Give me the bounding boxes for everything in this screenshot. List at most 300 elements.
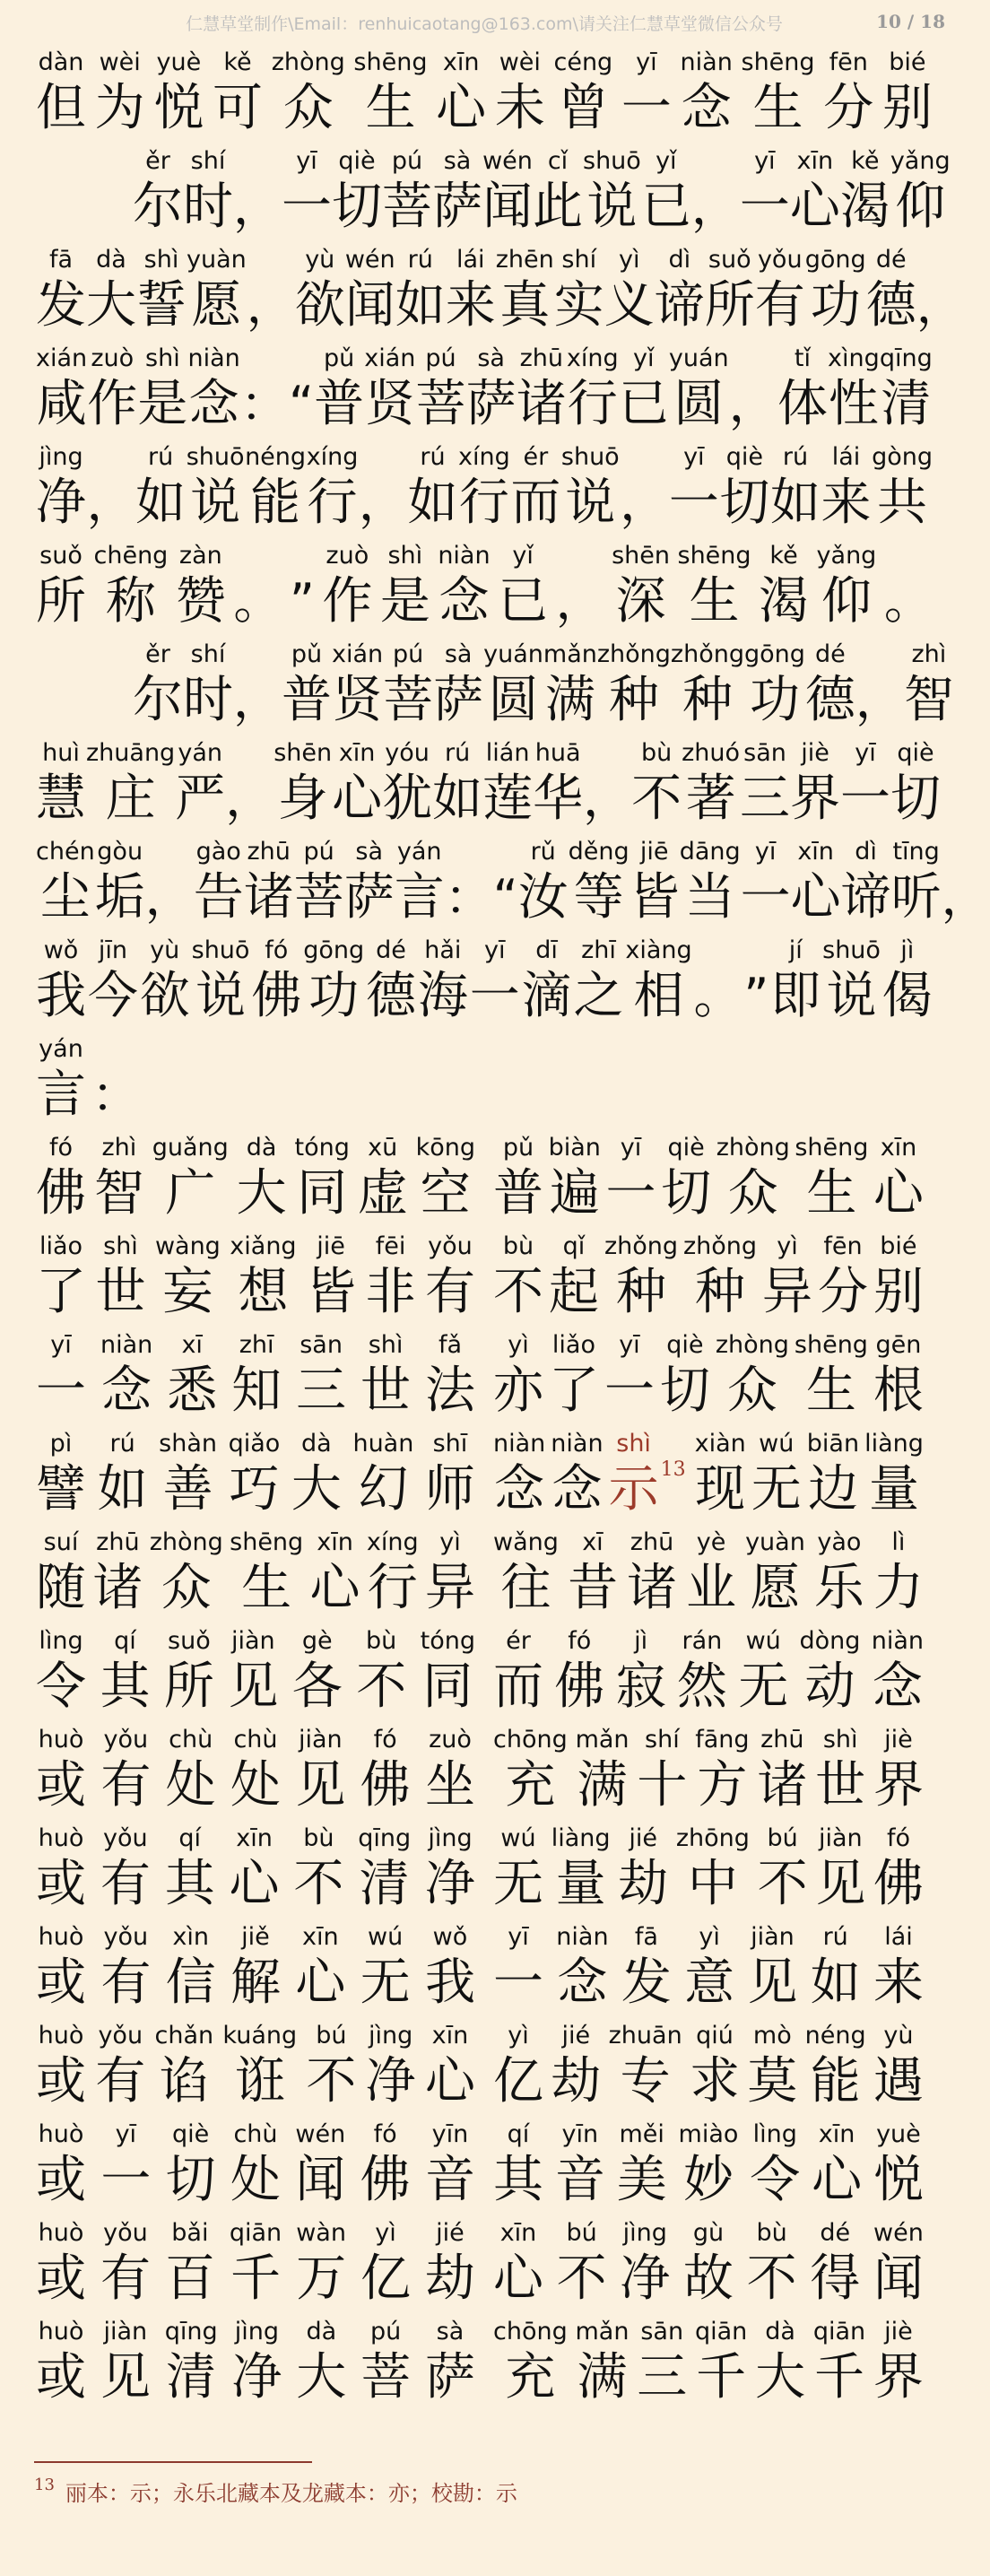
hanzi: 生 — [241, 1559, 292, 1617]
ruby-character — [483, 639, 543, 730]
pinyin: yuán — [668, 344, 729, 372]
pinyin: xīn — [317, 1528, 353, 1556]
hanzi: 大 — [236, 1164, 287, 1223]
ruby-character — [100, 1329, 152, 1421]
ruby-character — [425, 1724, 475, 1815]
pinyin: xīn — [818, 2120, 855, 2148]
pinyin: dà — [246, 1134, 277, 1162]
pinyin: fó — [373, 2120, 397, 2148]
pinyin: xián — [332, 640, 384, 668]
ruby-character — [295, 2119, 345, 2210]
ruby-character — [583, 145, 641, 237]
pinyin: bú — [566, 2219, 597, 2247]
hanzi: 已 — [640, 178, 691, 236]
pinyin: wén — [344, 246, 395, 274]
ruby-character — [880, 343, 933, 434]
hanzi: 性 — [828, 375, 879, 433]
pinyin: wèi — [499, 48, 541, 76]
pinyin: kuáng — [222, 2022, 298, 2049]
ruby-character — [165, 1823, 215, 1914]
ruby-character — [609, 2020, 682, 2111]
ruby-character — [175, 737, 225, 829]
ruby-character — [140, 935, 190, 1026]
hanzi: 业 — [686, 1559, 737, 1617]
ruby-character — [493, 1625, 543, 1717]
pinyin: yī — [50, 1331, 72, 1359]
pinyin: shuō — [191, 936, 250, 964]
pinyin: zhòng — [715, 1331, 789, 1359]
ruby-character — [576, 2316, 630, 2407]
ruby-character — [553, 47, 612, 138]
pinyin: niàn — [100, 1331, 153, 1359]
punctuation — [729, 343, 777, 434]
hanzi: 言 — [36, 1066, 86, 1124]
pinyin: wú — [500, 1824, 536, 1852]
pinyin: xīn — [431, 2022, 469, 2049]
ruby-character — [637, 2316, 687, 2407]
hanzi: 圆 — [488, 671, 539, 729]
pinyin: xīn — [236, 1824, 273, 1852]
hanzi: 听 — [890, 868, 942, 927]
text-line — [36, 730, 942, 829]
header-title: 仁慧草堂制作\Email：renhuicaotang@163.com\请关注仁慧草堂微信公众号 — [186, 14, 783, 34]
ruby-character — [458, 441, 510, 533]
ruby-character — [821, 441, 872, 533]
ruby-character — [332, 145, 382, 237]
hanzi: 世 — [95, 1263, 146, 1321]
ruby-character — [770, 441, 821, 533]
hanzi: 量 — [869, 1460, 920, 1519]
hanzi: 心 — [436, 79, 487, 137]
verse-right-half — [493, 1724, 942, 1815]
ruby-character — [152, 1132, 229, 1223]
hanzi: 之 — [573, 967, 624, 1025]
pinyin: jiàn — [103, 2318, 148, 2345]
ruby-character — [482, 145, 533, 237]
pinyin: shí — [561, 246, 597, 274]
punctuation — [620, 441, 668, 533]
pinyin: jié — [629, 1824, 657, 1852]
pinyin: yǒu — [103, 1923, 149, 1951]
ruby-character — [425, 1527, 475, 1618]
hanzi: 咸 — [36, 375, 87, 433]
hanzi: 来 — [873, 1954, 924, 2012]
pinyin: yào — [817, 1528, 862, 1556]
hanzi: 遇 — [873, 2052, 924, 2110]
ruby-character — [686, 1527, 736, 1618]
punctuation — [91, 1033, 140, 1125]
hanzi: 赞 — [175, 572, 226, 631]
ruby-character — [466, 343, 517, 434]
ruby-character — [292, 1625, 343, 1717]
hanzi: 其 — [493, 2151, 543, 2209]
ruby-character — [353, 47, 427, 138]
ruby-character — [661, 1132, 711, 1223]
pinyin: ěr — [145, 147, 170, 175]
pinyin: qí — [178, 1824, 201, 1852]
ruby-character — [230, 2217, 282, 2309]
pinyin: fāng — [695, 1726, 750, 1754]
pinyin: zhǒng — [604, 1232, 678, 1260]
scripture-text — [36, 39, 990, 2407]
ruby-character — [94, 540, 169, 631]
ruby-character — [88, 935, 138, 1026]
pinyin: zhǒng — [670, 640, 744, 668]
hanzi: 一 — [621, 79, 672, 137]
pinyin: hǎi — [424, 936, 462, 964]
hanzi: 有 — [424, 1263, 475, 1321]
hanzi: 界 — [790, 770, 841, 828]
ruby-character — [244, 836, 294, 927]
ruby-character — [742, 47, 815, 138]
hanzi: 汝 — [517, 868, 569, 927]
ruby-character — [425, 2119, 475, 2210]
ruby-character — [36, 47, 86, 138]
ruby-character — [616, 1625, 666, 1717]
ruby-character — [493, 2119, 543, 2210]
pinyin: jiàn — [230, 1627, 275, 1655]
pinyin: jí — [788, 936, 803, 964]
hanzi: 有 — [100, 2250, 151, 2308]
hanzi: 起 — [548, 1263, 599, 1321]
hanzi: 诸 — [92, 1559, 143, 1617]
verse-line — [36, 1618, 942, 1717]
hanzi: 念 — [439, 572, 490, 631]
hanzi: 庄 — [105, 770, 156, 828]
hanzi: 大 — [86, 276, 136, 335]
pinyin: pú — [391, 147, 423, 175]
verse-right-half — [493, 1921, 942, 2013]
hanzi: ： — [239, 376, 289, 432]
hanzi: 求 — [690, 2052, 740, 2110]
pinyin: fā — [48, 246, 74, 274]
ruby-character — [549, 1132, 601, 1223]
hanzi: 一 — [840, 770, 891, 828]
pinyin: zhòng — [716, 1134, 790, 1162]
hanzi: 一 — [469, 967, 520, 1025]
hanzi: 众 — [282, 79, 334, 137]
hanzi: 生 — [689, 572, 740, 631]
hanzi: 虚 — [357, 1164, 408, 1223]
ruby-character — [740, 145, 790, 237]
verse-line — [36, 2013, 942, 2111]
pinyin: sà — [436, 2318, 465, 2345]
pinyin: ér — [506, 1627, 531, 1655]
hanzi: 百 — [164, 2250, 215, 2308]
pinyin: qǐ — [562, 1232, 586, 1260]
hanzi: 如 — [135, 474, 187, 532]
hanzi: 可 — [213, 79, 264, 137]
verse-left-half — [36, 2020, 493, 2111]
ruby-character — [95, 2020, 145, 2111]
ruby-character — [155, 1231, 221, 1322]
hanzi: 萨 — [343, 868, 395, 927]
ruby-character — [303, 935, 364, 1026]
pinyin: jiàn — [298, 1726, 343, 1754]
hanzi: 能 — [250, 474, 301, 532]
hanzi: 心 — [493, 2250, 543, 2308]
hanzi: 有 — [754, 276, 805, 335]
ruby-character — [890, 145, 951, 237]
verse-right-half — [493, 2020, 942, 2111]
hanzi: 界 — [873, 1756, 924, 1815]
ruby-character — [493, 2316, 568, 2407]
ruby-character — [230, 1823, 280, 1914]
ruby-character — [425, 2316, 475, 2407]
pinyin: chōng — [493, 1726, 568, 1754]
hanzi: 幻 — [358, 1460, 409, 1519]
ruby-character — [533, 145, 583, 237]
pinyin: chǎn — [154, 2022, 214, 2049]
ruby-character — [576, 1724, 630, 1815]
pinyin: fó — [48, 1134, 74, 1162]
pinyin: huò — [38, 1824, 84, 1852]
ruby-character — [165, 2316, 218, 2407]
hanzi: 功 — [810, 276, 861, 335]
pinyin: fā — [634, 1923, 658, 1951]
text-line — [36, 829, 990, 927]
hanzi: 有 — [100, 1954, 152, 2012]
pinyin: zhū — [760, 1726, 804, 1754]
hanzi: 来 — [821, 474, 872, 532]
pinyin: yǒu — [428, 1232, 473, 1260]
verse-line — [36, 1717, 942, 1815]
verse-left-half — [36, 1527, 493, 1618]
pinyin: yuàn — [187, 246, 247, 274]
hanzi: 谛 — [654, 276, 705, 335]
hanzi: 偈 — [881, 967, 933, 1025]
hanzi: 念 — [872, 1658, 923, 1716]
ruby-character — [817, 540, 877, 631]
ruby-character — [86, 737, 175, 829]
ruby-character — [86, 244, 136, 335]
pinyin: jiē — [639, 838, 669, 866]
hanzi: 菩 — [415, 375, 466, 433]
ruby-character — [813, 2316, 865, 2407]
pinyin: pì — [49, 1430, 73, 1458]
pinyin: yì — [777, 1232, 798, 1260]
pinyin: mǎn — [575, 1726, 630, 1754]
pinyin: rán — [682, 1627, 723, 1655]
hanzi: ， — [233, 178, 282, 235]
pinyin: zhī — [581, 936, 616, 964]
pinyin: biàn — [548, 1134, 601, 1162]
ruby-character — [416, 343, 466, 434]
hanzi: ， — [233, 672, 282, 728]
ruby-character — [307, 441, 359, 533]
pinyin: bù — [756, 2219, 787, 2247]
pinyin: cǐ — [547, 147, 569, 175]
ruby-character — [818, 1231, 868, 1322]
pinyin: zhǒng — [682, 1232, 758, 1260]
pinyin: sà — [355, 838, 383, 866]
hanzi: 譬 — [36, 1460, 86, 1519]
hanzi: ， — [555, 573, 604, 630]
pinyin: shì — [103, 1232, 138, 1260]
hanzi: 谄 — [159, 2052, 210, 2110]
ruby-character — [306, 1231, 356, 1322]
hanzi: 其 — [164, 1855, 215, 1913]
ruby-character — [758, 1823, 808, 1914]
verse-right-half — [493, 1132, 942, 1223]
punctuation — [445, 836, 493, 927]
hanzi: 同 — [297, 1164, 348, 1223]
hanzi: 心 — [873, 1164, 924, 1223]
hanzi: 行 — [307, 474, 358, 532]
hanzi: 异 — [762, 1263, 812, 1321]
hanzi: 净 — [620, 2250, 671, 2308]
pinyin: yì — [619, 246, 640, 274]
verse-left-half — [36, 2119, 493, 2210]
ruby-character — [493, 1428, 545, 1519]
ruby-character — [332, 737, 382, 829]
ruby-character — [620, 2217, 670, 2309]
pinyin: shì — [616, 1430, 651, 1458]
hanzi: 作 — [322, 572, 373, 631]
ruby-character — [604, 1329, 655, 1421]
pinyin: shēng — [353, 48, 428, 76]
hanzi: 念 — [494, 1460, 545, 1519]
ruby-character — [36, 1428, 86, 1519]
pinyin: shì — [822, 1726, 858, 1754]
hanzi: 切 — [661, 1164, 712, 1223]
hanzi: 著 — [685, 770, 736, 828]
hanzi: 悦 — [873, 2151, 924, 2209]
ruby-character — [395, 836, 445, 927]
punctuation — [233, 639, 282, 730]
ruby-character — [482, 737, 533, 829]
hanzi: 心 — [790, 868, 841, 927]
ruby-character — [159, 1428, 217, 1519]
hanzi: 体 — [777, 375, 828, 433]
hanzi: 生 — [752, 79, 803, 137]
hanzi: 。 — [693, 968, 742, 1024]
pinyin: gè — [301, 1627, 333, 1655]
ruby-character — [100, 2119, 151, 2210]
hanzi: 净 — [36, 474, 86, 532]
ruby-character — [228, 1625, 278, 1717]
hanzi: 而 — [493, 1658, 543, 1716]
ruby-character — [36, 1823, 86, 1914]
footnote-rule — [34, 2461, 312, 2463]
pinyin: zhì — [101, 1134, 137, 1162]
punctuation — [691, 145, 740, 237]
punctuation — [493, 836, 518, 927]
ruby-character — [631, 737, 682, 829]
hanzi: 法 — [425, 1362, 475, 1420]
ruby-character — [272, 47, 345, 138]
ruby-character — [293, 1823, 343, 1914]
hanzi: 无 — [751, 1460, 802, 1519]
hanzi: 普 — [493, 1164, 543, 1223]
pinyin: niàn — [556, 1923, 609, 1951]
hanzi: 清 — [166, 2348, 217, 2406]
pinyin: yī — [636, 48, 657, 76]
ruby-character — [695, 2316, 747, 2407]
ruby-character — [695, 1724, 749, 1815]
pinyin: wén — [873, 2219, 924, 2247]
hanzi: 众 — [727, 1164, 778, 1223]
ruby-character — [609, 1428, 659, 1519]
hanzi: 界 — [873, 2348, 924, 2406]
ruby-character — [36, 737, 86, 829]
pinyin: rǔ — [530, 838, 556, 866]
ruby-character — [493, 2217, 543, 2309]
verse-left-half — [36, 1921, 493, 2013]
ruby-character — [840, 145, 890, 237]
hanzi: 一 — [100, 2151, 152, 2209]
punctuation — [942, 836, 990, 927]
verse-line — [36, 1125, 942, 1223]
ruby-character — [100, 1823, 151, 1914]
pinyin: qí — [114, 1627, 136, 1655]
ruby-character — [137, 343, 187, 434]
hanzi: 所 — [36, 572, 86, 631]
verse-line — [36, 2111, 942, 2210]
ruby-character — [92, 1527, 143, 1618]
ruby-character — [150, 1527, 223, 1618]
hanzi: 见 — [295, 1756, 346, 1815]
hanzi: 生 — [365, 79, 416, 137]
pinyin: jiè — [884, 1726, 913, 1754]
pinyin: dà — [96, 246, 126, 274]
ruby-character — [678, 540, 751, 631]
hanzi: 曾 — [558, 79, 609, 137]
ruby-character — [757, 1724, 807, 1815]
ruby-character — [36, 2217, 86, 2309]
text-line — [36, 138, 951, 237]
hanzi: 大 — [296, 2348, 347, 2406]
pinyin: yì — [439, 1528, 461, 1556]
ruby-character — [231, 1329, 282, 1421]
pinyin: chù — [233, 2120, 278, 2148]
ruby-character — [295, 1132, 350, 1223]
ruby-character — [230, 1724, 281, 1815]
punctuation — [855, 639, 904, 730]
pinyin: shī — [432, 1430, 468, 1458]
hanzi: 满 — [577, 2348, 628, 2406]
pinyin: yǒu — [103, 2219, 148, 2247]
pinyin: fó — [886, 1824, 911, 1852]
ruby-character — [94, 1132, 144, 1223]
ruby-character — [310, 1527, 360, 1618]
hanzi: 佛 — [554, 1658, 605, 1716]
hanzi: 诸 — [243, 868, 294, 927]
hanzi: 能 — [810, 2052, 861, 2110]
hanzi: 如 — [432, 770, 483, 828]
hanzi: 音 — [424, 2151, 475, 2209]
hanzi: 解 — [230, 1954, 281, 2012]
pinyin: sà — [443, 147, 472, 175]
pinyin: zhuān — [608, 2022, 682, 2049]
hanzi: 而 — [510, 474, 561, 532]
ruby-character — [364, 343, 415, 434]
ruby-character — [873, 1329, 924, 1421]
ruby-character — [222, 2020, 297, 2111]
hanzi: 为 — [94, 79, 145, 137]
ruby-character — [795, 1132, 868, 1223]
ruby-character — [873, 2316, 924, 2407]
hanzi: 仰 — [895, 178, 946, 236]
hanzi: 言 — [394, 868, 445, 927]
hanzi: 不 — [293, 1855, 344, 1913]
ruby-character — [755, 2316, 805, 2407]
verse-left-half — [36, 1231, 493, 1322]
ruby-character — [684, 1921, 734, 2013]
pinyin: huì — [42, 739, 80, 767]
pinyin: yī — [296, 147, 317, 175]
pinyin: shuō — [822, 936, 881, 964]
